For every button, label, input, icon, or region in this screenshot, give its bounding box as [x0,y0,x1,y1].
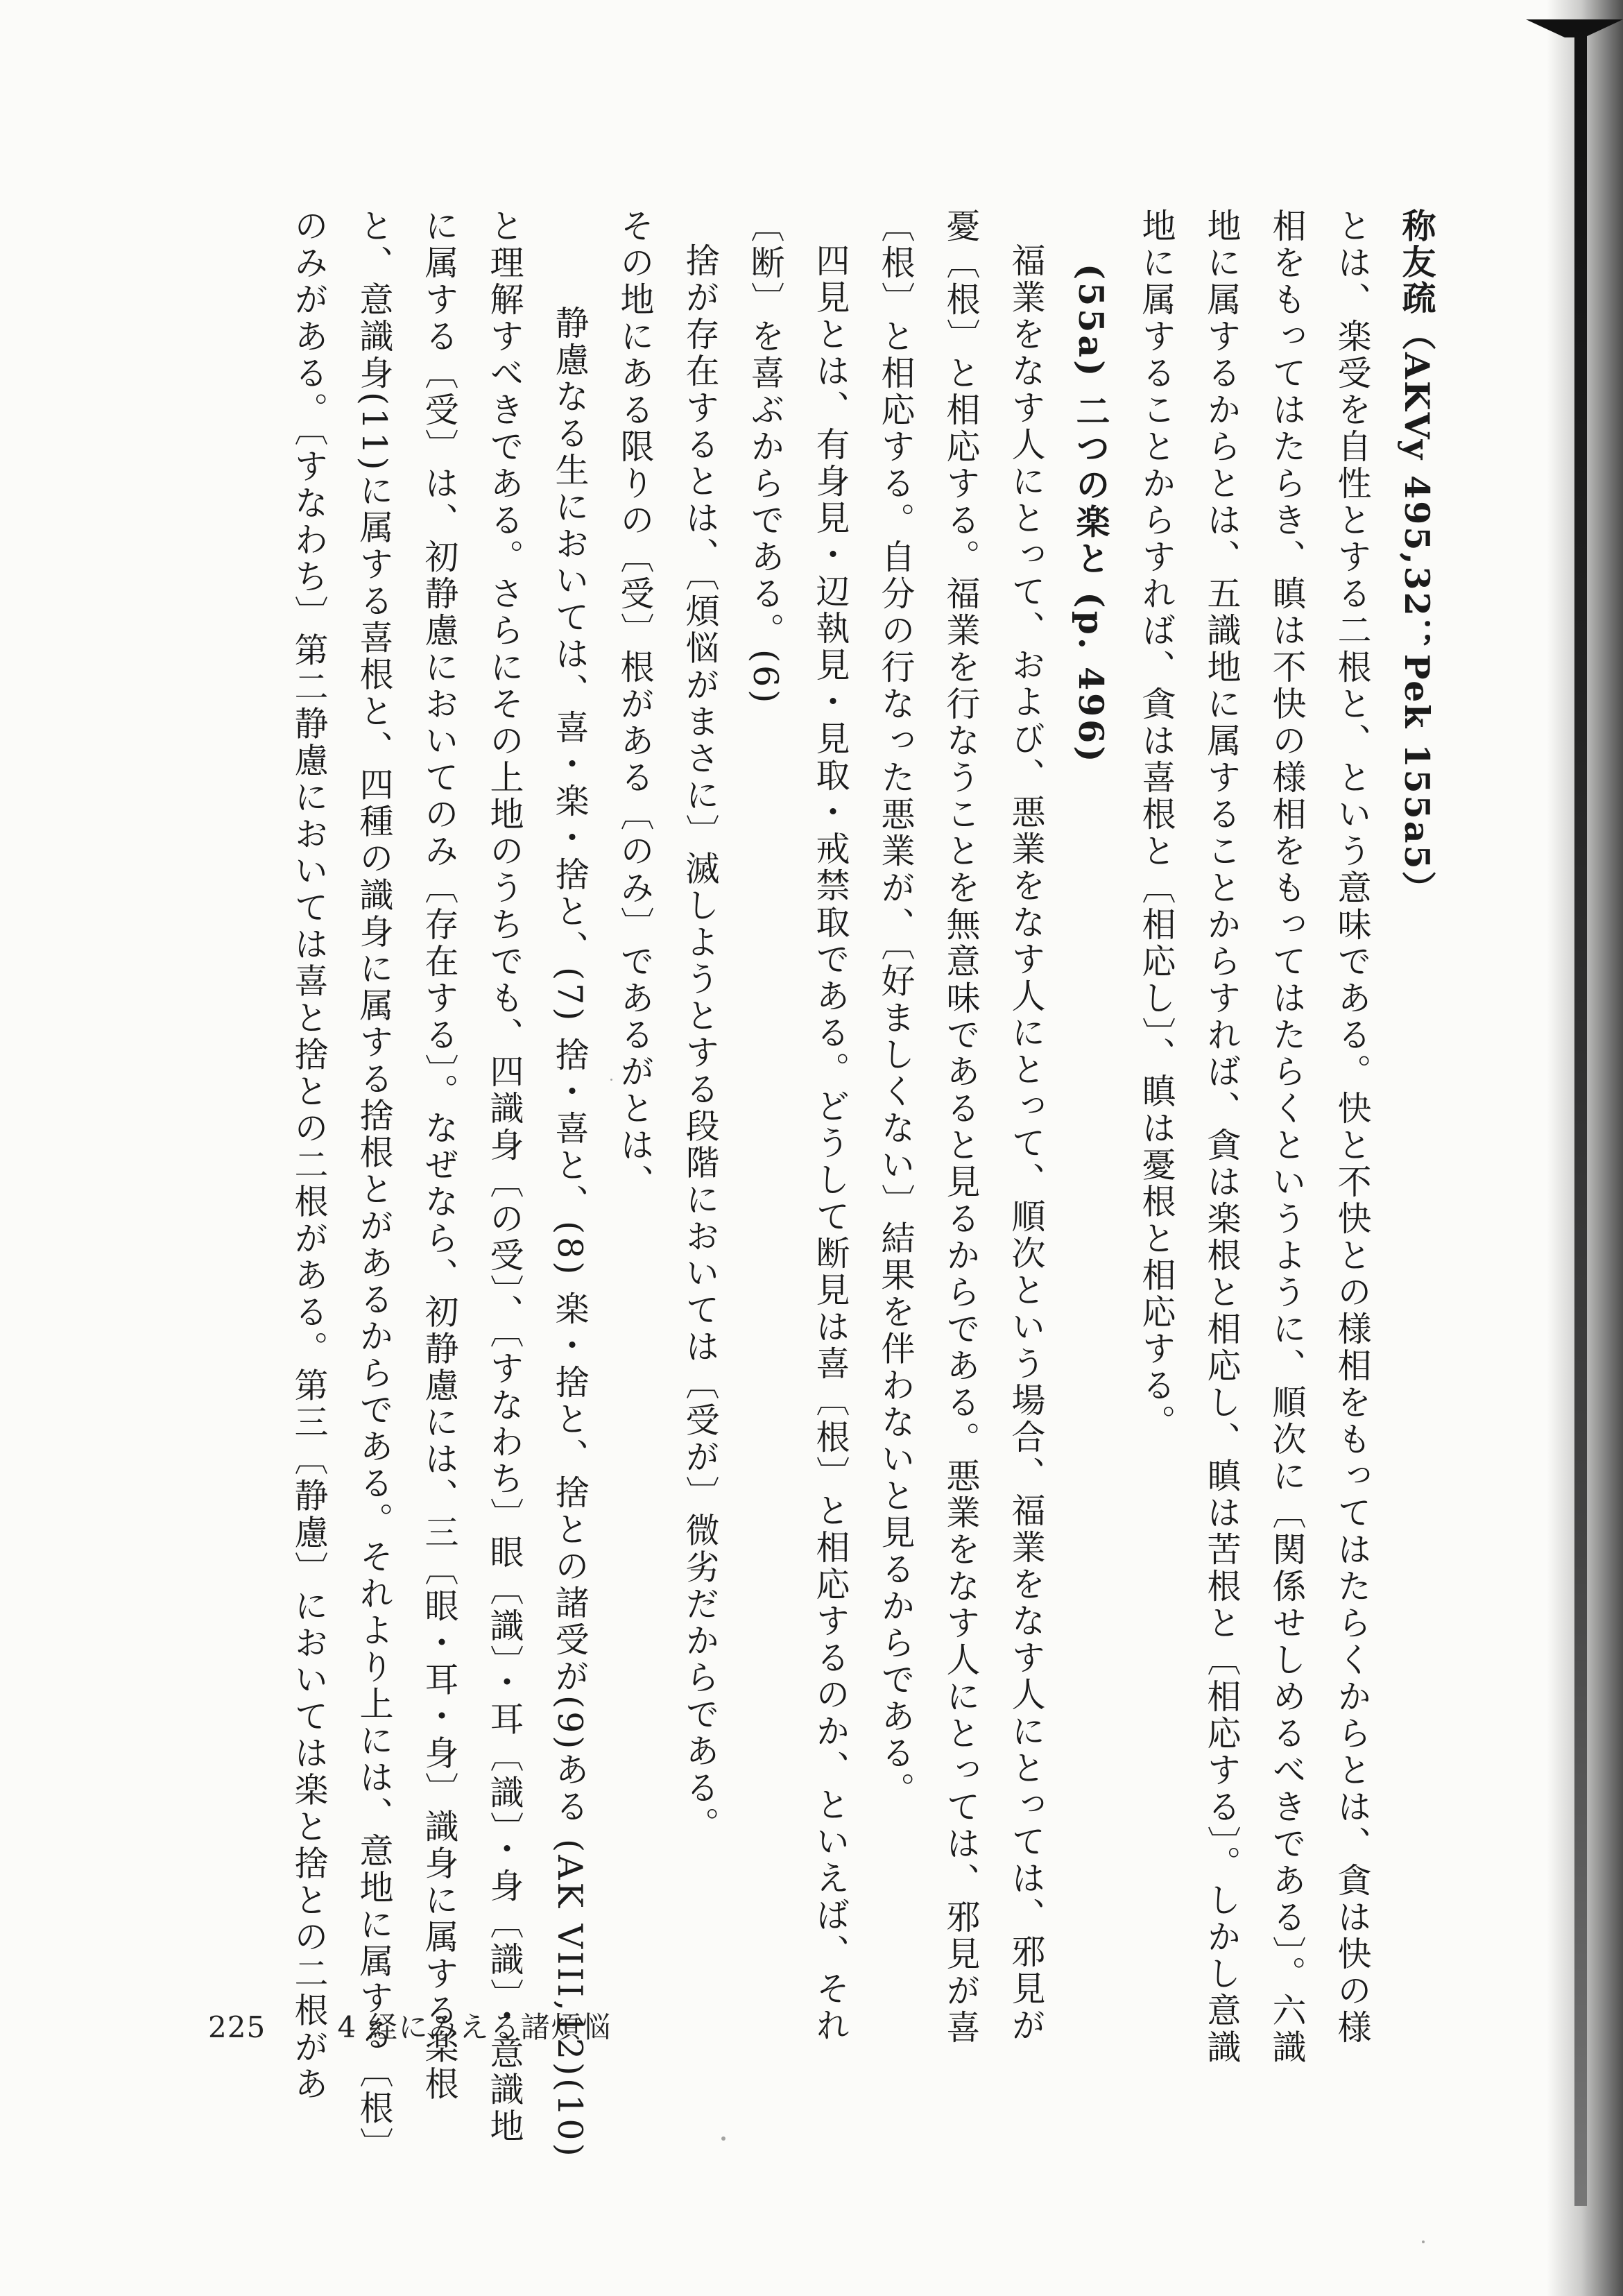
text-line: 福業をなす人にとって、および、悪業をなす人にとって、順次という場合、福業をなす人にとっては、邪見が [1006,243,1046,2044]
text-line: 静慮なる生においては、喜・楽・捨と、(7) 捨・喜と、(8) 楽・捨と、捨との諸受が(9)ある (AK VIII,12)(10) [550,305,590,2159]
section-heading: 称友疏（AKVy 495,32；Pek 155a5） [1397,208,1437,907]
scan-speck [1422,2241,1425,2243]
text-line: 四見とは、有身見・辺執見・見取・戒禁取である。どうして断見は喜〔根〕と相応するのか、といえば、それ [811,243,850,2044]
subsection-heading: (55a) 二つの楽と (p. 496) [1071,264,1111,765]
text-line: とは、楽受を自性とする二根と、という意味である。快と不快との様相をもってはたらくからとは、貪は快の様 [1332,208,1372,2046]
text-line: のみがある。〔すなわち〕第二静慮においては喜と捨との二根がある。第三〔静慮〕においては楽と捨との二根があ [289,208,329,2103]
text-line: に属する〔受〕は、初静慮においてのみ〔存在する〕。なぜなら、初静慮には、三〔眼・耳・身〕識身に属する楽根 [420,208,459,2103]
text-line: 地に属するからとは、五識地に属することからすれば、貪は楽根と相応し、瞋は苦根と〔相応する〕。しかし意識 [1202,208,1242,2066]
text-line: と理解すべきである。さらにその上地のうちでも、四識身〔の受〕、〔すなわち〕眼〔識〕・耳〔識〕・身〔識〕・意識地 [485,208,524,2145]
text-line: 捨が存在するとは、〔煩悩がまさに〕滅しようとする段階においては〔受が〕微劣だからである。 [680,243,720,1844]
chapter-title: 4 経にみえる諸煩悩 [337,2010,612,2044]
scan-speck [721,2136,725,2141]
book-spine [1574,21,1587,2206]
scan-speck [610,1079,612,1081]
page-number: 225 [208,2010,266,2044]
text-line: その地にある限りの〔受〕根がある〔のみ〕であるがとは、 [615,208,655,1201]
text-line: 〔断〕を喜ぶからである。(6) [746,208,785,706]
page-footer [208,2005,612,2046]
text-line: 〔根〕と相応する。自分の行なった悪業が、〔好ましくない〕結果を伴わないと見るからである。 [876,208,916,1809]
text-line: 相をもってはたらき、瞋は不快の様相をもってはたらくというように、順次に〔関係せしめるべきである〕。六識 [1267,208,1307,2066]
text-line: と、意識身(11)に属する喜根と、四種の識身に属する捨根とがあるからである。それより上には、意地に属する〔根〕 [354,208,394,2164]
text-line: 憂〔根〕と相応する。福業を行なうことを無意味であると見るからである。悪業をなす人にとっては、邪見が喜 [941,208,981,2046]
text-line: 地に属することからすれば、貪は喜根と〔相応し〕、瞋は憂根と相応する。 [1137,208,1176,1441]
